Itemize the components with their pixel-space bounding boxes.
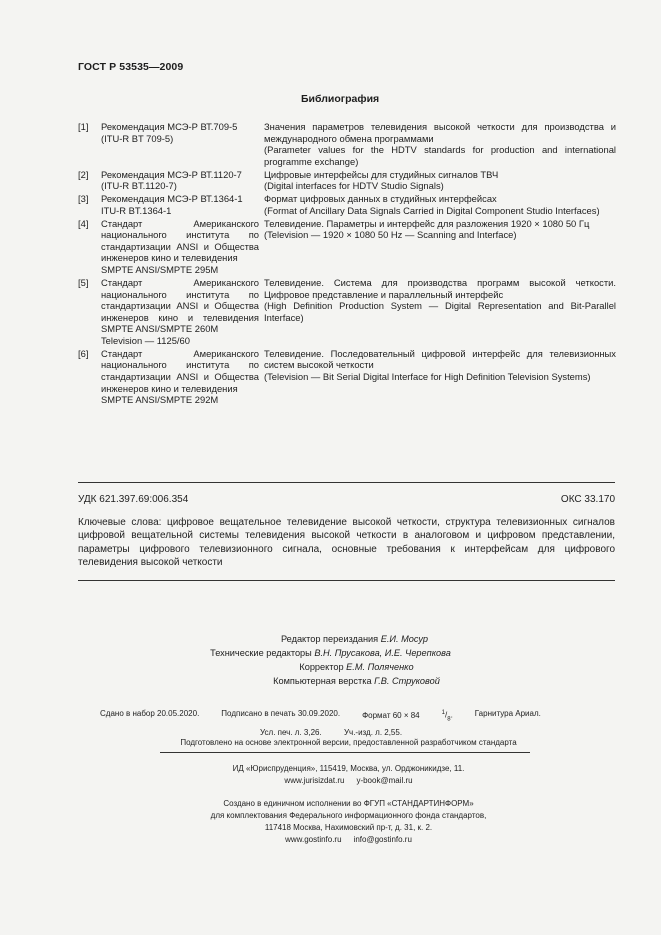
ref-number: [1] bbox=[78, 121, 89, 132]
format-denominator: 8 bbox=[447, 716, 451, 723]
ref-source-name: Рекомендация МСЭ-Р ВТ.1120-7 bbox=[101, 168, 242, 180]
ref-source-code: ITU-R BT.1364-1 bbox=[101, 204, 172, 216]
credit-name: Е.И. Мосур bbox=[380, 634, 429, 644]
oks-code: ОКС 33.170 bbox=[560, 494, 615, 505]
ref-desc-en: (High Definition Production System — Digital Representation and Bit-Parallel Interface) bbox=[264, 300, 616, 323]
ref-desc-ru: Телевидение. Последовательный цифровой интерфейс для телевизионных систем высокой четкости bbox=[264, 347, 616, 371]
ref-desc-ru: Значения параметров телевидения высокой четкости для производства и международного обмена программами bbox=[264, 121, 616, 144]
ref-number: [2] bbox=[78, 168, 89, 180]
ref-description bbox=[264, 121, 616, 167]
publisher-site-link[interactable]: www.jurisizdat.ru bbox=[284, 776, 345, 785]
ref-source-name: Рекомендация МСЭ-Р ВТ.709-5 bbox=[101, 121, 238, 132]
bibliography-title: Библиография bbox=[301, 93, 380, 105]
ref-source-code: (ITU-R BT.1120-7) bbox=[101, 180, 177, 192]
credit-tech-editors bbox=[0, 646, 661, 660]
credit-label: Корректор bbox=[299, 662, 344, 672]
ref-number: [5] bbox=[78, 276, 89, 288]
ref-desc-en: (Digital interfaces for HDTV Studio Signals) bbox=[264, 180, 444, 192]
credit-layout bbox=[0, 674, 661, 688]
ref-number: [4] bbox=[78, 217, 89, 229]
publisher-email-link[interactable]: y-book@mail.ru bbox=[356, 776, 413, 785]
ref-source bbox=[101, 169, 259, 192]
printer-line: для комплектования Федерального информационного фонда стандартов, bbox=[210, 811, 487, 820]
ref-source bbox=[101, 193, 259, 216]
print-info bbox=[100, 707, 580, 739]
ref-source-code: SMPTE ANSI/SMPTE 295M bbox=[101, 264, 219, 276]
credit-name: Г.В. Струковой bbox=[374, 676, 440, 686]
ref-source-name: Стандарт Американского национального института по стандартизации ANSI и Общества инженеров кино и телевидения SMPTE ANSI/SMPTE 260M bbox=[101, 276, 259, 335]
printer-line: Создано в единичном исполнении во ФГУП «СТАНДАРТИНФОРМ» bbox=[223, 799, 474, 808]
printer-contacts bbox=[36, 834, 661, 846]
credit-editor bbox=[0, 632, 661, 646]
standard-number: ГОСТ Р 53535—2009 bbox=[78, 61, 184, 73]
ref-desc-en: (Format of Ancillary Data Signals Carried in Digital Component Studio Interfaces) bbox=[264, 204, 600, 216]
ref-source-code: (ITU-R BT 709-5) bbox=[101, 132, 174, 144]
ref-description bbox=[264, 277, 616, 347]
bibliography-item bbox=[78, 218, 616, 276]
printer-address: 117418 Москва, Нахимовский пр-т, д. 31, к. 2. bbox=[264, 823, 433, 832]
bibliography-item bbox=[78, 348, 616, 406]
credit-name: Е.М. Поляченко bbox=[346, 662, 414, 672]
ref-number: [6] bbox=[78, 347, 89, 359]
keywords-paragraph: Ключевые слова: цифровое вещательное телевидение высокой четкости, структура телевизионных сигналов цифровой вещательной системы телевидения высокой четкости в аналоговом и цифровом представлении, параметры цифрового телевизионного сигнала, основные требования к интерфейсам для цифрового телевидения высокой четкости bbox=[78, 517, 615, 569]
ref-source bbox=[101, 121, 259, 167]
edition-sheets: Уч.-изд. л. 2,55. bbox=[343, 728, 403, 738]
publisher-address: ИД «Юриспруденция», 115419, Москва, ул. Орджоникидзе, 11. bbox=[232, 764, 465, 773]
credit-label: Редактор переиздания bbox=[280, 634, 379, 644]
print-info-row bbox=[100, 707, 580, 726]
credit-label: Компьютерная верстка bbox=[273, 676, 372, 686]
credit-corrector bbox=[0, 660, 661, 674]
ref-source-name: Рекомендация МСЭ-Р ВТ.1364-1 bbox=[101, 193, 243, 205]
printer-email-link[interactable]: info@gostinfo.ru bbox=[353, 835, 412, 844]
ref-source bbox=[101, 277, 259, 347]
ref-desc-en: (Parameter values for the HDTV standards for production and international programme exchange) bbox=[264, 144, 616, 167]
bibliography-item bbox=[78, 121, 616, 167]
ref-desc-en: (Television — 1920 × 1080 50 Hz — Scanning and Interface) bbox=[264, 229, 517, 241]
signed-date: Подписано в печать 30.09.2020. bbox=[221, 709, 341, 718]
ref-description bbox=[264, 169, 616, 192]
ref-source-name: Стандарт Американского национального института по стандартизации ANSI и Общества инженеров кино и телевидения bbox=[101, 217, 259, 264]
paper-format: Формат 60 × 84 $^1/_8$. bbox=[362, 710, 453, 723]
ref-desc-en: (Television — Bit Serial Digital Interface for High Definition Television Systems) bbox=[264, 370, 591, 382]
format-prefix: Формат 60 × 84 bbox=[362, 710, 420, 720]
ref-description bbox=[264, 193, 616, 216]
divider-keywords bbox=[78, 580, 615, 581]
credit-name: В.Н. Прусакова, И.Е. Черепкова bbox=[314, 648, 451, 658]
divider-prepared bbox=[160, 752, 530, 753]
ref-description bbox=[264, 218, 616, 276]
bibliography-list bbox=[78, 121, 616, 407]
ref-description bbox=[264, 348, 616, 406]
ref-source bbox=[101, 348, 259, 406]
submitted-date: Сдано в набор 20.05.2020. bbox=[100, 709, 200, 718]
printer-block bbox=[0, 798, 661, 846]
bibliography-item bbox=[78, 277, 616, 347]
divider-top bbox=[78, 482, 615, 483]
publisher-block bbox=[0, 763, 661, 787]
udk-code: УДК 621.397.69:006.354 bbox=[78, 494, 189, 505]
bibliography-item bbox=[78, 169, 616, 192]
ref-source-code: Television — 1125/60 bbox=[101, 334, 190, 346]
bibliography-item bbox=[78, 193, 616, 216]
format-numerator: 1 bbox=[441, 710, 445, 716]
ref-source-name: Стандарт Американского национального института по стандартизации ANSI и Общества инженеров кино и телевидения bbox=[101, 347, 259, 394]
credit-label: Технические редакторы bbox=[210, 648, 312, 658]
credits-block bbox=[0, 632, 661, 688]
ref-source-code: SMPTE ANSI/SMPTE 292M bbox=[101, 394, 219, 406]
publisher-contacts bbox=[36, 775, 661, 787]
printer-site-link[interactable]: www.gostinfo.ru bbox=[285, 835, 342, 844]
typeface: Гарнитура Ариал. bbox=[474, 709, 541, 718]
print-sheets: Усл. печ. л. 3,26. bbox=[260, 728, 322, 738]
ref-desc-ru: Цифровые интерфейсы для студийных сигналов ТВЧ bbox=[264, 168, 499, 180]
ref-desc-ru: Телевидение. Система для производства программ высокой четкости. Цифровое представление и параллельный интерфейс bbox=[264, 276, 616, 300]
ref-desc-ru: Формат цифровых данных в студийных интерфейсах bbox=[264, 193, 497, 205]
prepared-note: Подготовлено на основе электронной версии, предоставленной разработчиком стандарта bbox=[180, 738, 517, 747]
ref-desc-ru: Телевидение. Параметры и интерфейс для разложения 1920 × 1080 50 Гц bbox=[264, 217, 590, 229]
ref-source bbox=[101, 218, 259, 276]
ref-number: [3] bbox=[78, 193, 89, 205]
